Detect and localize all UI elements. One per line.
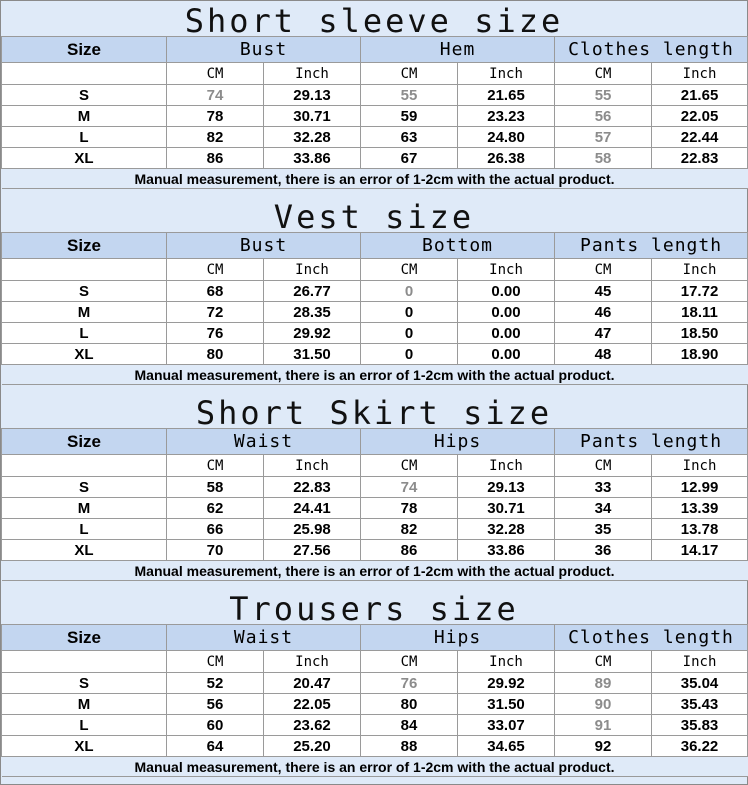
inch-value: 29.92: [458, 673, 555, 694]
size-label: M: [2, 694, 167, 715]
cm-value: 35: [555, 519, 652, 540]
size-table: [1, 428, 748, 581]
unit-inch: Inch: [458, 259, 555, 281]
cm-value: 60: [167, 715, 264, 736]
size-table: [1, 232, 748, 385]
cm-value: 91: [555, 715, 652, 736]
size-label: L: [2, 323, 167, 344]
cm-value: 0: [361, 344, 458, 365]
group-header: Hips: [361, 429, 555, 455]
size-label: M: [2, 302, 167, 323]
unit-cm: CM: [167, 259, 264, 281]
measurement-note: Manual measurement, there is an error of 1-2cm with the actual product.: [2, 757, 748, 777]
cm-value: 48: [555, 344, 652, 365]
inch-value: 23.23: [458, 106, 555, 127]
inch-value: 29.92: [264, 323, 361, 344]
group-header: Hem: [361, 37, 555, 63]
size-label: S: [2, 477, 167, 498]
inch-value: 30.71: [264, 106, 361, 127]
table-row: [2, 540, 748, 561]
inch-value: 36.22: [652, 736, 748, 757]
cm-value: 66: [167, 519, 264, 540]
cm-value: 46: [555, 302, 652, 323]
unit-inch: Inch: [458, 455, 555, 477]
size-table: [1, 624, 748, 777]
inch-value: 12.99: [652, 477, 748, 498]
unit-cm: CM: [167, 651, 264, 673]
unit-cm: CM: [555, 455, 652, 477]
section-short-skirt: [1, 393, 747, 581]
inch-value: 21.65: [652, 85, 748, 106]
inch-value: 33.86: [458, 540, 555, 561]
unit-inch: Inch: [264, 63, 361, 85]
cm-value: 90: [555, 694, 652, 715]
unit-cm: CM: [361, 63, 458, 85]
cm-value: 80: [167, 344, 264, 365]
unit-cm: CM: [167, 63, 264, 85]
cm-value: 92: [555, 736, 652, 757]
group-header: Hips: [361, 625, 555, 651]
header-row: [2, 233, 748, 259]
cm-value: 76: [361, 673, 458, 694]
cm-value: 86: [167, 148, 264, 169]
measurement-note: Manual measurement, there is an error of 1-2cm with the actual product.: [2, 169, 748, 189]
inch-value: 20.47: [264, 673, 361, 694]
group-header: Bust: [167, 37, 361, 63]
inch-value: 22.05: [652, 106, 748, 127]
table-row: [2, 323, 748, 344]
unit-blank: [2, 63, 167, 85]
cm-value: 36: [555, 540, 652, 561]
cm-value: 58: [555, 148, 652, 169]
unit-cm: CM: [555, 651, 652, 673]
unit-blank: [2, 455, 167, 477]
inch-value: 14.17: [652, 540, 748, 561]
inch-value: 31.50: [458, 694, 555, 715]
group-header: Pants length: [555, 429, 748, 455]
table-body: [2, 85, 748, 169]
inch-value: 32.28: [458, 519, 555, 540]
cm-value: 52: [167, 673, 264, 694]
inch-value: 23.62: [264, 715, 361, 736]
unit-cm: CM: [361, 259, 458, 281]
cm-value: 89: [555, 673, 652, 694]
inch-value: 33.07: [458, 715, 555, 736]
unit-row: [2, 259, 748, 281]
note-row: [2, 365, 748, 385]
cm-value: 64: [167, 736, 264, 757]
size-label: XL: [2, 344, 167, 365]
inch-value: 26.77: [264, 281, 361, 302]
size-label: L: [2, 127, 167, 148]
group-header: Pants length: [555, 233, 748, 259]
unit-row: [2, 651, 748, 673]
table-row: [2, 148, 748, 169]
size-header: Size: [2, 429, 167, 455]
cm-value: 86: [361, 540, 458, 561]
unit-row: [2, 455, 748, 477]
header-row: [2, 429, 748, 455]
size-label: XL: [2, 148, 167, 169]
inch-value: 18.50: [652, 323, 748, 344]
cm-value: 56: [167, 694, 264, 715]
inch-value: 22.83: [264, 477, 361, 498]
cm-value: 84: [361, 715, 458, 736]
cm-value: 62: [167, 498, 264, 519]
table-row: [2, 302, 748, 323]
inch-value: 26.38: [458, 148, 555, 169]
table-row: [2, 106, 748, 127]
inch-value: 21.65: [458, 85, 555, 106]
table-row: [2, 715, 748, 736]
cm-value: 0: [361, 281, 458, 302]
note-row: [2, 757, 748, 777]
size-label: XL: [2, 736, 167, 757]
size-label: S: [2, 673, 167, 694]
size-label: S: [2, 85, 167, 106]
cm-value: 78: [361, 498, 458, 519]
table-body: [2, 281, 748, 365]
section-title: Trousers size: [229, 590, 519, 624]
cm-value: 80: [361, 694, 458, 715]
header-row: [2, 37, 748, 63]
unit-cm: CM: [361, 455, 458, 477]
table-row: [2, 85, 748, 106]
section-title: Vest size: [273, 198, 475, 232]
inch-value: 27.56: [264, 540, 361, 561]
cm-value: 82: [361, 519, 458, 540]
unit-inch: Inch: [264, 651, 361, 673]
table-row: [2, 519, 748, 540]
size-label: L: [2, 519, 167, 540]
group-header: Waist: [167, 625, 361, 651]
cm-value: 88: [361, 736, 458, 757]
unit-cm: CM: [361, 651, 458, 673]
cm-value: 74: [167, 85, 264, 106]
cm-value: 47: [555, 323, 652, 344]
size-label: L: [2, 715, 167, 736]
inch-value: 22.44: [652, 127, 748, 148]
measurement-note: Manual measurement, there is an error of 1-2cm with the actual product.: [2, 365, 748, 385]
cm-value: 67: [361, 148, 458, 169]
cm-value: 56: [555, 106, 652, 127]
cm-value: 58: [167, 477, 264, 498]
cm-value: 34: [555, 498, 652, 519]
table-row: [2, 498, 748, 519]
table-row: [2, 736, 748, 757]
cm-value: 76: [167, 323, 264, 344]
inch-value: 0.00: [458, 323, 555, 344]
table-row: [2, 694, 748, 715]
cm-value: 57: [555, 127, 652, 148]
cm-value: 82: [167, 127, 264, 148]
inch-value: 0.00: [458, 302, 555, 323]
group-header: Bottom: [361, 233, 555, 259]
cm-value: 45: [555, 281, 652, 302]
section-trousers: [1, 589, 747, 777]
inch-value: 22.83: [652, 148, 748, 169]
table-body: [2, 477, 748, 561]
inch-value: 28.35: [264, 302, 361, 323]
inch-value: 18.11: [652, 302, 748, 323]
note-row: [2, 561, 748, 581]
inch-value: 29.13: [264, 85, 361, 106]
inch-value: 25.98: [264, 519, 361, 540]
group-header: Clothes length: [555, 625, 748, 651]
unit-cm: CM: [167, 455, 264, 477]
inch-value: 24.41: [264, 498, 361, 519]
size-label: M: [2, 498, 167, 519]
size-label: M: [2, 106, 167, 127]
unit-inch: Inch: [652, 651, 748, 673]
inch-value: 32.28: [264, 127, 361, 148]
inch-value: 0.00: [458, 344, 555, 365]
unit-inch: Inch: [458, 63, 555, 85]
cm-value: 33: [555, 477, 652, 498]
inch-value: 18.90: [652, 344, 748, 365]
section-short-sleeve: [1, 1, 747, 189]
unit-cm: CM: [555, 63, 652, 85]
cm-value: 55: [361, 85, 458, 106]
measurement-note: Manual measurement, there is an error of 1-2cm with the actual product.: [2, 561, 748, 581]
unit-cm: CM: [555, 259, 652, 281]
inch-value: 0.00: [458, 281, 555, 302]
inch-value: 25.20: [264, 736, 361, 757]
cm-value: 0: [361, 323, 458, 344]
inch-value: 17.72: [652, 281, 748, 302]
header-row: [2, 625, 748, 651]
unit-inch: Inch: [652, 259, 748, 281]
size-header: Size: [2, 37, 167, 63]
inch-value: 35.43: [652, 694, 748, 715]
group-header: Waist: [167, 429, 361, 455]
size-label: XL: [2, 540, 167, 561]
cm-value: 70: [167, 540, 264, 561]
cm-value: 0: [361, 302, 458, 323]
size-label: S: [2, 281, 167, 302]
unit-inch: Inch: [652, 63, 748, 85]
table-row: [2, 281, 748, 302]
inch-value: 13.39: [652, 498, 748, 519]
size-header: Size: [2, 625, 167, 651]
unit-inch: Inch: [458, 651, 555, 673]
cm-value: 72: [167, 302, 264, 323]
inch-value: 31.50: [264, 344, 361, 365]
cm-value: 59: [361, 106, 458, 127]
size-table: [1, 36, 748, 189]
cm-value: 55: [555, 85, 652, 106]
unit-inch: Inch: [264, 259, 361, 281]
size-header: Size: [2, 233, 167, 259]
section-vest: [1, 197, 747, 385]
unit-blank: [2, 259, 167, 281]
group-header: Bust: [167, 233, 361, 259]
table-row: [2, 344, 748, 365]
section-title: Short Skirt size: [195, 394, 553, 428]
inch-value: 34.65: [458, 736, 555, 757]
cm-value: 68: [167, 281, 264, 302]
table-row: [2, 477, 748, 498]
cm-value: 74: [361, 477, 458, 498]
inch-value: 30.71: [458, 498, 555, 519]
inch-value: 29.13: [458, 477, 555, 498]
unit-row: [2, 63, 748, 85]
unit-inch: Inch: [652, 455, 748, 477]
inch-value: 22.05: [264, 694, 361, 715]
note-row: [2, 169, 748, 189]
inch-value: 24.80: [458, 127, 555, 148]
section-title: Short sleeve size: [184, 2, 564, 36]
inch-value: 13.78: [652, 519, 748, 540]
group-header: Clothes length: [555, 37, 748, 63]
table-row: [2, 127, 748, 148]
inch-value: 33.86: [264, 148, 361, 169]
cm-value: 78: [167, 106, 264, 127]
unit-blank: [2, 651, 167, 673]
inch-value: 35.83: [652, 715, 748, 736]
inch-value: 35.04: [652, 673, 748, 694]
unit-inch: Inch: [264, 455, 361, 477]
table-row: [2, 673, 748, 694]
table-body: [2, 673, 748, 757]
cm-value: 63: [361, 127, 458, 148]
